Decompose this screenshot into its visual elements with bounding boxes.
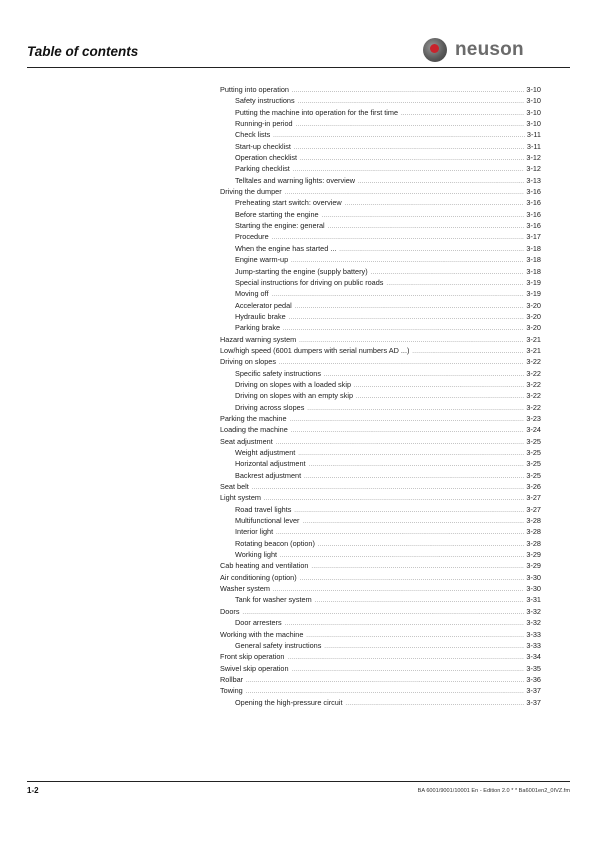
toc-entry-title: Low/high speed (6001 dumpers with serial numbers AD ...) (220, 345, 410, 355)
toc-dot-leader (283, 324, 524, 335)
toc-entry-title: Telltales and warning lights: overview (235, 175, 356, 185)
toc-dot-leader (292, 86, 524, 97)
toc-entry-page: 3-32 (526, 606, 541, 616)
toc-entry[interactable] (220, 413, 541, 424)
toc-dot-leader (401, 109, 524, 120)
toc-entry[interactable] (220, 254, 541, 265)
toc-dot-leader (339, 245, 524, 256)
toc-entry-page: 3-37 (526, 686, 541, 696)
toc-entry[interactable] (220, 107, 541, 118)
toc-entry-page: 3-18 (526, 255, 541, 265)
toc-entry-title: Seat adjustment (220, 436, 273, 446)
toc-entry[interactable] (220, 345, 541, 356)
toc-entry-title: Parking the machine (220, 413, 287, 423)
toc-entry-title: Towing (220, 686, 243, 696)
toc-entry-title: Preheating start switch: overview (235, 198, 342, 208)
toc-entry-page: 3-22 (526, 368, 541, 378)
toc-entry-page: 3-27 (526, 504, 541, 514)
toc-entry-page: 3-35 (526, 663, 541, 673)
toc-entry-title: Engine warm-up (235, 255, 289, 265)
toc-dot-leader (354, 381, 524, 392)
toc-dot-leader (322, 211, 525, 222)
toc-entry[interactable] (220, 560, 541, 571)
toc-entry[interactable] (220, 300, 541, 311)
toc-entry-page: 3-30 (526, 584, 541, 594)
toc-dot-leader (309, 460, 525, 471)
toc-entry-page: 3-25 (526, 470, 541, 480)
toc-entry[interactable] (220, 629, 541, 640)
toc-dot-leader (300, 574, 525, 585)
toc-entry-page: 3-37 (526, 697, 541, 707)
toc-entry[interactable] (220, 220, 541, 231)
toc-dot-leader (294, 506, 524, 517)
toc-entry[interactable] (220, 163, 541, 174)
toc-dot-leader (294, 143, 525, 154)
toc-entry-title: Accelerator pedal (235, 300, 292, 310)
toc-entry-title: Driving on slopes with a loaded skip (235, 379, 352, 389)
toc-entry-page: 3-11 (526, 141, 541, 151)
toc-dot-leader (345, 199, 525, 210)
toc-entry[interactable] (220, 390, 541, 401)
toc-entry-title: Running-in period (235, 119, 293, 129)
footer-page-number: 1-2 (27, 786, 39, 795)
toc-dot-leader (295, 302, 525, 313)
toc-entry-title: Door arresters (235, 618, 282, 628)
toc-entry-title: Weight adjustment (235, 448, 296, 457)
toc-dot-leader (311, 562, 524, 573)
toc-entry-page: 3-27 (526, 493, 541, 503)
toc-entry-page: 3-25 (526, 459, 541, 469)
toc-entry-title: Working with the machine (220, 629, 304, 639)
toc-entry-page: 3-10 (526, 107, 541, 117)
toc-dot-leader (292, 665, 525, 676)
toc-entry-page: 3-33 (526, 640, 541, 650)
toc-entry-title: Procedure (235, 232, 269, 242)
toc-entry-title: Start-up checklist (235, 141, 291, 151)
toc-entry[interactable] (220, 424, 541, 435)
toc-dot-leader (264, 494, 524, 505)
toc-dot-leader (307, 404, 524, 415)
toc-entry[interactable] (220, 288, 541, 299)
toc-entry[interactable] (220, 379, 541, 390)
toc-dot-leader (303, 517, 525, 528)
toc-entry-page: 3-28 (526, 538, 541, 548)
toc-entry-title: Driving the dumper (220, 187, 282, 197)
toc-dot-leader (358, 177, 524, 188)
toc-dot-leader (328, 222, 525, 233)
neuson-logo-icon (423, 38, 447, 62)
toc-entry[interactable] (220, 470, 541, 481)
toc-entry[interactable] (220, 481, 541, 492)
toc-entry-title: Loading the machine (220, 425, 288, 435)
toc-entry-page: 3-18 (526, 266, 541, 276)
toc-dot-leader (273, 131, 525, 142)
toc-entry-page: 3-22 (526, 391, 541, 401)
toc-entry-page: 3-23 (526, 413, 541, 423)
toc-dot-leader (356, 392, 524, 403)
toc-entry[interactable] (220, 651, 541, 662)
toc-entry-title: Parking checklist (235, 164, 290, 174)
toc-entry-page: 3-22 (526, 357, 541, 367)
header-rule (27, 67, 570, 68)
toc-entry[interactable] (220, 504, 541, 515)
toc-entry-title: Seat belt (220, 482, 249, 492)
toc-entry-page: 3-16 (526, 187, 541, 197)
toc-entry[interactable] (220, 549, 541, 560)
toc-entry-page: 3-16 (526, 221, 541, 231)
toc-dot-leader (288, 653, 525, 664)
toc-entry[interactable] (220, 640, 541, 651)
toc-dot-leader (318, 540, 524, 551)
toc-entry-title: Operation checklist (235, 153, 298, 163)
toc-entry[interactable] (220, 243, 541, 254)
toc-entry-page: 3-29 (526, 561, 541, 571)
toc-entry-title: Hydraulic brake (235, 311, 286, 321)
toc-entry-page: 3-17 (526, 232, 541, 242)
toc-entry-title: Hazard warning system (220, 334, 297, 344)
toc-entry-title: Light system (220, 493, 261, 503)
toc-entry-title: Rollbar (220, 674, 244, 684)
toc-entry-title: Driving on slopes (220, 357, 276, 367)
toc-entry-page: 3-13 (526, 175, 541, 185)
toc-entry-page: 3-32 (526, 618, 541, 628)
toc-entry[interactable] (220, 129, 541, 140)
toc-dot-leader (285, 619, 525, 630)
toc-entry[interactable] (220, 186, 541, 197)
toc-entry-title: Opening the high-pressure circuit (235, 697, 343, 707)
toc-entry[interactable] (220, 583, 541, 594)
footer-document-ref: BA 6001/9001/10001 En - Edition 2.0 * * Ba6001en2_0IVZ.fm (417, 788, 570, 794)
toc-entry[interactable] (220, 538, 541, 549)
toc-entry[interactable] (220, 447, 541, 458)
toc-entry[interactable] (220, 594, 541, 605)
page-title: Table of contents (27, 44, 139, 59)
toc-dot-leader (290, 415, 525, 426)
toc-entry[interactable] (220, 152, 541, 163)
toc-entry-page: 3-30 (526, 572, 541, 582)
toc-entry[interactable] (220, 118, 541, 129)
toc-dot-leader (296, 120, 525, 131)
toc-entry-page: 3-12 (526, 164, 541, 174)
toc-dot-leader (412, 347, 524, 358)
toc-entry[interactable] (220, 175, 541, 186)
toc-entry-page: 3-24 (526, 425, 541, 435)
toc-dot-leader (300, 154, 524, 165)
toc-entry-title: Specific safety instructions (235, 368, 321, 378)
toc-entry-title: Air conditioning (option) (220, 572, 297, 582)
toc-dot-leader (371, 268, 525, 279)
toc-entry-page: 3-33 (526, 629, 541, 639)
toc-entry-page: 3-36 (526, 674, 541, 684)
toc-dot-leader (289, 313, 525, 324)
toc-dot-leader (324, 370, 524, 381)
toc-entry[interactable] (220, 458, 541, 469)
toc-dot-leader (242, 608, 524, 619)
toc-entry[interactable] (220, 402, 541, 413)
toc-entry-page: 3-18 (526, 243, 541, 253)
toc-entry-title: Swivel skip operation (220, 663, 289, 673)
toc-entry[interactable] (220, 322, 541, 333)
toc-entry-title: Rotating beacon (option) (235, 538, 315, 548)
toc-entry[interactable] (220, 685, 541, 696)
toc-entry-title: Putting into operation (220, 85, 289, 94)
toc-entry-page: 3-20 (526, 300, 541, 310)
toc-entry-title: Cab heating and ventilation (220, 561, 309, 571)
toc-entry-page: 3-34 (526, 652, 541, 662)
toc-dot-leader (304, 472, 524, 483)
toc-entry-title: Starting the engine: general (235, 221, 325, 231)
toc-entry[interactable] (220, 311, 541, 322)
toc-entry-page: 3-19 (526, 289, 541, 299)
toc-entry-title: Road travel lights (235, 504, 292, 514)
toc-entry-title: Jump-starting the engine (supply battery) (235, 266, 368, 276)
toc-entry-title: Backrest adjustment (235, 470, 302, 480)
toc-entry-title: Safety instructions (235, 96, 295, 106)
toc-dot-leader (291, 426, 525, 437)
toc-entry-title: Special instructions for driving on public roads (235, 277, 384, 287)
toc-entry[interactable] (220, 526, 541, 537)
toc-entry-title: Multifunctional lever (235, 516, 300, 526)
toc-entry[interactable] (220, 277, 541, 288)
toc-entry-page: 3-20 (526, 311, 541, 321)
toc-entry-page: 3-12 (526, 153, 541, 163)
toc-entry-page: 3-10 (526, 119, 541, 129)
toc-entry[interactable] (220, 515, 541, 526)
toc-entry-page: 3-16 (526, 209, 541, 219)
toc-entry-page: 3-28 (526, 516, 541, 526)
toc-entry-title: Driving on slopes with an empty skip (235, 391, 354, 401)
toc-entry[interactable] (220, 663, 541, 674)
toc-entry-page: 3-22 (526, 379, 541, 389)
table-of-contents (220, 84, 541, 708)
toc-entry-title: Washer system (220, 584, 271, 594)
toc-entry-page: 3-25 (526, 436, 541, 446)
toc-entry-page: 3-25 (526, 448, 541, 457)
toc-entry-title: Front skip operation (220, 652, 285, 662)
toc-dot-leader (246, 676, 524, 687)
toc-entry-title: Before starting the engine (235, 209, 319, 219)
toc-entry[interactable] (220, 436, 541, 447)
toc-entry-page: 3-21 (526, 334, 541, 344)
toc-dot-leader (306, 631, 524, 642)
toc-dot-leader (276, 438, 525, 449)
footer-rule (27, 781, 570, 782)
toc-entry[interactable] (220, 606, 541, 617)
toc-dot-leader (252, 483, 525, 494)
toc-entry-page: 3-26 (526, 482, 541, 492)
toc-entry[interactable] (220, 95, 541, 106)
toc-entry[interactable] (220, 266, 541, 277)
toc-entry-page: 3-28 (526, 527, 541, 537)
toc-entry-title: Doors (220, 606, 240, 616)
toc-dot-leader (345, 699, 524, 710)
toc-entry-title: Horizontal adjustment (235, 459, 306, 469)
toc-entry[interactable] (220, 334, 541, 345)
logo-text: neuson (455, 39, 524, 60)
toc-entry[interactable] (220, 617, 541, 628)
toc-entry-page: 3-10 (526, 85, 541, 94)
toc-entry-page: 3-21 (526, 345, 541, 355)
toc-entry-page: 3-31 (526, 595, 541, 605)
toc-entry-page: 3-10 (526, 96, 541, 106)
toc-entry-page: 3-19 (526, 277, 541, 287)
toc-entry[interactable] (220, 492, 541, 503)
toc-entry[interactable] (220, 572, 541, 583)
toc-dot-leader (272, 290, 525, 301)
toc-entry-title: Driving across slopes (235, 402, 305, 412)
toc-entry[interactable] (220, 197, 541, 208)
toc-entry-title: Parking brake (235, 323, 281, 333)
toc-entry-title: Moving off (235, 289, 269, 299)
toc-entry[interactable] (220, 674, 541, 685)
toc-dot-leader (280, 551, 524, 562)
toc-entry-title: Check lists (235, 130, 271, 140)
toc-dot-leader (324, 642, 524, 653)
toc-entry[interactable] (220, 141, 541, 152)
toc-entry-title: When the engine has started ... (235, 243, 337, 253)
toc-entry-page: 3-11 (526, 130, 541, 140)
toc-entry-page: 3-16 (526, 198, 541, 208)
toc-entry-page: 3-29 (526, 550, 541, 560)
toc-entry-page: 3-22 (526, 402, 541, 412)
toc-entry-title: General safety instructions (235, 640, 322, 650)
brand-logo (423, 36, 524, 64)
toc-dot-leader (315, 596, 525, 607)
toc-entry[interactable] (220, 84, 541, 95)
toc-entry[interactable] (220, 368, 541, 379)
toc-entry-title: Tank for washer system (235, 595, 312, 605)
toc-entry[interactable] (220, 209, 541, 220)
toc-entry[interactable] (220, 231, 541, 242)
toc-dot-leader (386, 279, 524, 290)
toc-entry-title: Working light (235, 550, 278, 560)
toc-entry-title: Interior light (235, 527, 274, 537)
toc-entry-title: Putting the machine into operation for the first time (235, 107, 399, 117)
toc-entry[interactable] (220, 697, 541, 708)
toc-entry[interactable] (220, 356, 541, 367)
toc-entry-page: 3-20 (526, 323, 541, 333)
toc-dot-leader (298, 449, 524, 460)
